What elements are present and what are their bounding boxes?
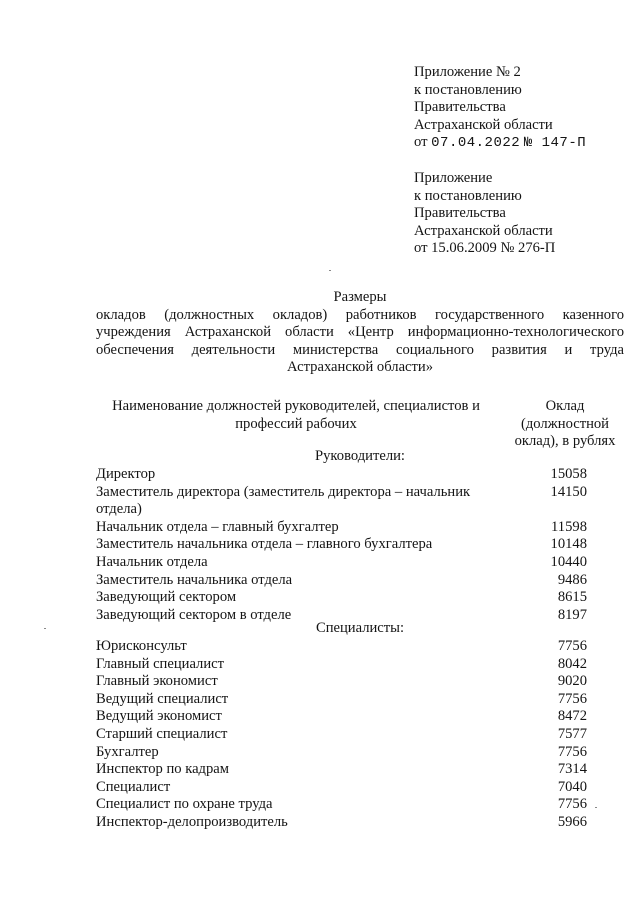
annex-original-line2: к постановлению (414, 187, 522, 204)
row-name: Юрисконсульт (96, 638, 187, 654)
section-title-specialists: Специалисты: (315, 620, 405, 636)
scan-speck (329, 270, 331, 271)
row-name: Инспектор-делопроизводитель (96, 813, 288, 830)
row-salary: 11598 (551, 518, 587, 535)
annex-current-line1: Приложение № 2 (414, 64, 521, 80)
row-name: Заведующий сектором в отделе (96, 606, 292, 623)
row-name: Инспектор по кадрам (96, 761, 229, 778)
table-row (96, 589, 624, 607)
row-salary: 8472 (557, 708, 587, 725)
rows-specialists (96, 638, 624, 832)
table-row (96, 466, 624, 484)
table-row (96, 519, 624, 537)
table-row (96, 656, 624, 674)
annex-original-line4: Астраханской области (414, 222, 553, 239)
table-row (96, 779, 624, 797)
scan-speck (595, 807, 597, 808)
table-row (96, 673, 624, 691)
table-row (96, 708, 624, 726)
annex-original-block (414, 170, 624, 258)
row-name: Специалист по охране труда (96, 796, 273, 813)
row-salary: 7756 (557, 638, 587, 654)
row-name: Старший специалист (96, 725, 228, 742)
annex-current-prefix: от (414, 134, 428, 151)
document-title (96, 289, 624, 377)
rows-managers (96, 466, 624, 624)
row-name: Заместитель начальника отдела – главного бухгалтера (96, 536, 433, 553)
row-salary: 9020 (557, 673, 587, 690)
annex-current-line3: Правительства (414, 99, 506, 116)
table-row (96, 536, 624, 554)
table-row (96, 572, 624, 590)
table-row (96, 761, 624, 779)
row-name: Бухгалтер (96, 743, 159, 760)
row-name: Заместитель директора (заместитель директора – начальник отдела) (96, 483, 471, 518)
row-salary: 7040 (557, 778, 587, 795)
table-row (96, 554, 624, 572)
row-name: Начальник отдела (96, 553, 208, 570)
row-name: Заместитель начальника отдела (96, 571, 293, 588)
row-salary: 8197 (557, 606, 587, 623)
row-salary: 7756 (557, 690, 587, 707)
row-name: Специалист (96, 778, 171, 795)
scan-speck (44, 628, 46, 629)
row-salary: 7577 (557, 725, 587, 742)
annex-current-line2: к постановлению (414, 81, 522, 98)
annex-original-line3: Правительства (414, 205, 506, 222)
row-name: Директор (96, 466, 156, 482)
row-salary: 14150 (550, 483, 587, 500)
table-row (96, 484, 624, 519)
title-body: окладов (должностных окладов) работников государственного казенного учреждения Астраханской области «Центр информационно-технологического обеспечения деятельности министерства социального развития и труда Астраханской области» (96, 306, 624, 376)
title-heading: Размеры (333, 289, 387, 305)
table-row (96, 638, 624, 656)
row-salary: 10148 (550, 536, 587, 553)
row-salary: 10440 (550, 553, 587, 570)
table-row (96, 744, 624, 762)
row-salary: 8042 (557, 655, 587, 672)
row-salary: 9486 (557, 571, 587, 588)
row-name: Главный экономист (96, 673, 218, 690)
annex-current-line4: Астраханской области (414, 116, 553, 133)
annex-current-line5 (414, 134, 624, 153)
row-name: Ведущий специалист (96, 690, 229, 707)
row-name: Ведущий экономист (96, 708, 222, 725)
annex-current-number: № 147-П (523, 135, 587, 152)
row-name: Заведующий сектором (96, 589, 237, 606)
annex-original-line5: от 15.06.2009 № 276-П (414, 240, 556, 257)
table-row (96, 691, 624, 709)
annex-current-date: 07.04.2022 (431, 135, 521, 152)
row-salary: 7756 (557, 743, 587, 760)
table-row (96, 796, 624, 814)
col-name-header: Наименование должностей руководителей, специалистов и профессий рабочих (112, 398, 480, 432)
row-salary: 5966 (557, 813, 587, 830)
row-salary: 7314 (557, 761, 587, 778)
table-row (96, 726, 624, 744)
annex-original-line1: Приложение (414, 170, 493, 186)
row-name: Главный специалист (96, 655, 225, 672)
row-salary: 7756 (557, 796, 587, 813)
table-row (96, 814, 624, 832)
row-name: Начальник отдела – главный бухгалтер (96, 518, 339, 535)
annex-current-block (414, 64, 624, 153)
section-title-managers: Руководители: (315, 448, 405, 464)
col-salary-header: Оклад (должностной оклад), в рублях (514, 398, 616, 450)
row-salary: 15058 (550, 466, 587, 482)
row-salary: 8615 (557, 589, 587, 606)
